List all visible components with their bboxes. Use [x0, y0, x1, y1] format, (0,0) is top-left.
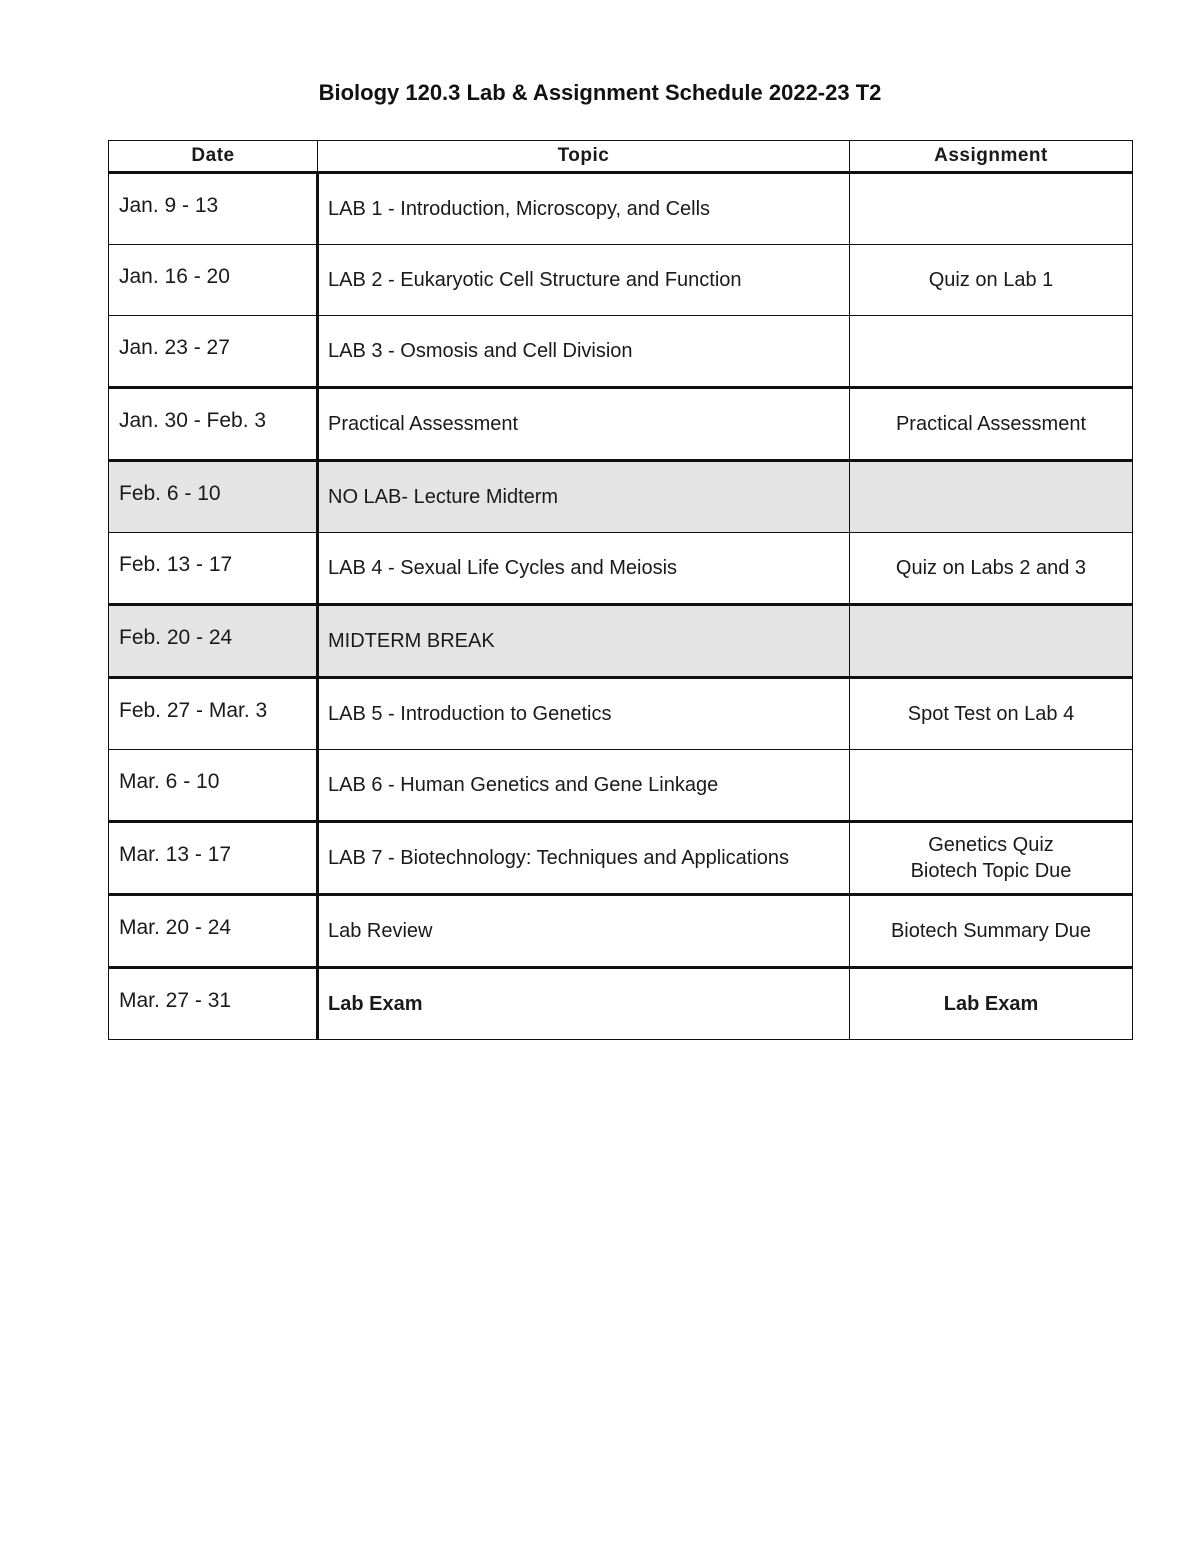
assignment-cell: [850, 245, 1133, 316]
date-cell: Feb. 13 - 17: [109, 533, 318, 605]
date-cell: Mar. 6 - 10: [109, 750, 318, 822]
table-row: [109, 678, 1133, 750]
topic-cell: LAB 2 - Eukaryotic Cell Structure and Function: [318, 245, 850, 316]
column-header-assignment: Assignment: [850, 141, 1133, 173]
assignment-cell: [850, 750, 1133, 822]
date-cell: Mar. 13 - 17: [109, 822, 318, 895]
assignment-cell: [850, 316, 1133, 388]
assignment-cell: [850, 895, 1133, 968]
table-row: [109, 316, 1133, 388]
assignment-cell: [850, 388, 1133, 461]
assignment-cell: [850, 533, 1133, 605]
table-row: [109, 461, 1133, 533]
topic-cell: Lab Exam: [318, 968, 850, 1040]
assignment-text: Spot Test on Lab 4: [907, 703, 1075, 725]
assignment-cell: [850, 822, 1133, 895]
date-cell: Feb. 27 - Mar. 3: [109, 678, 318, 750]
table-row: [109, 750, 1133, 822]
date-cell: Jan. 30 - Feb. 3: [109, 388, 318, 461]
assignment-text: Biotech Summary Due: [890, 920, 1092, 942]
topic-cell: LAB 6 - Human Genetics and Gene Linkage: [318, 750, 850, 822]
table-row: [109, 533, 1133, 605]
date-cell: Feb. 6 - 10: [109, 461, 318, 533]
table-row: [109, 245, 1133, 316]
topic-cell: Practical Assessment: [318, 388, 850, 461]
table-row: [109, 173, 1133, 245]
topic-cell: LAB 5 - Introduction to Genetics: [318, 678, 850, 750]
date-cell: Jan. 23 - 27: [109, 316, 318, 388]
assignment-text: Biotech Topic Due: [910, 860, 1072, 882]
topic-cell: LAB 7 - Biotechnology: Techniques and Applications: [318, 822, 850, 895]
assignment-text: Genetics Quiz: [928, 834, 1054, 856]
date-cell: Mar. 27 - 31: [109, 968, 318, 1040]
assignment-cell: [850, 173, 1133, 245]
table-row: [109, 822, 1133, 895]
column-header-date: Date: [109, 141, 318, 173]
date-cell: Jan. 9 - 13: [109, 173, 318, 245]
topic-cell: LAB 3 - Osmosis and Cell Division: [318, 316, 850, 388]
topic-cell: LAB 1 - Introduction, Microscopy, and Cells: [318, 173, 850, 245]
table-header: [109, 141, 1133, 173]
topic-cell: LAB 4 - Sexual Life Cycles and Meiosis: [318, 533, 850, 605]
assignment-cell: [850, 605, 1133, 678]
assignment-text: Practical Assessment: [895, 413, 1087, 435]
table-body: [109, 173, 1133, 1040]
date-cell: Mar. 20 - 24: [109, 895, 318, 968]
assignment-text: Lab Exam: [943, 993, 1039, 1015]
assignment-cell: [850, 968, 1133, 1040]
topic-cell: Lab Review: [318, 895, 850, 968]
column-header-topic: Topic: [318, 141, 850, 173]
date-cell: Feb. 20 - 24: [109, 605, 318, 678]
table-row: [109, 968, 1133, 1040]
table-row: [109, 895, 1133, 968]
assignment-text: Quiz on Labs 2 and 3: [895, 557, 1087, 579]
table-row: [109, 605, 1133, 678]
schedule-table: [108, 140, 1133, 1040]
table-row: [109, 388, 1133, 461]
date-cell: Jan. 16 - 20: [109, 245, 318, 316]
page-title: Biology 120.3 Lab & Assignment Schedule 2022-23 T2: [318, 80, 882, 105]
topic-cell: NO LAB- Lecture Midterm: [318, 461, 850, 533]
assignment-cell: [850, 461, 1133, 533]
assignment-cell: [850, 678, 1133, 750]
assignment-text: Quiz on Lab 1: [928, 269, 1054, 291]
topic-cell: MIDTERM BREAK: [318, 605, 850, 678]
